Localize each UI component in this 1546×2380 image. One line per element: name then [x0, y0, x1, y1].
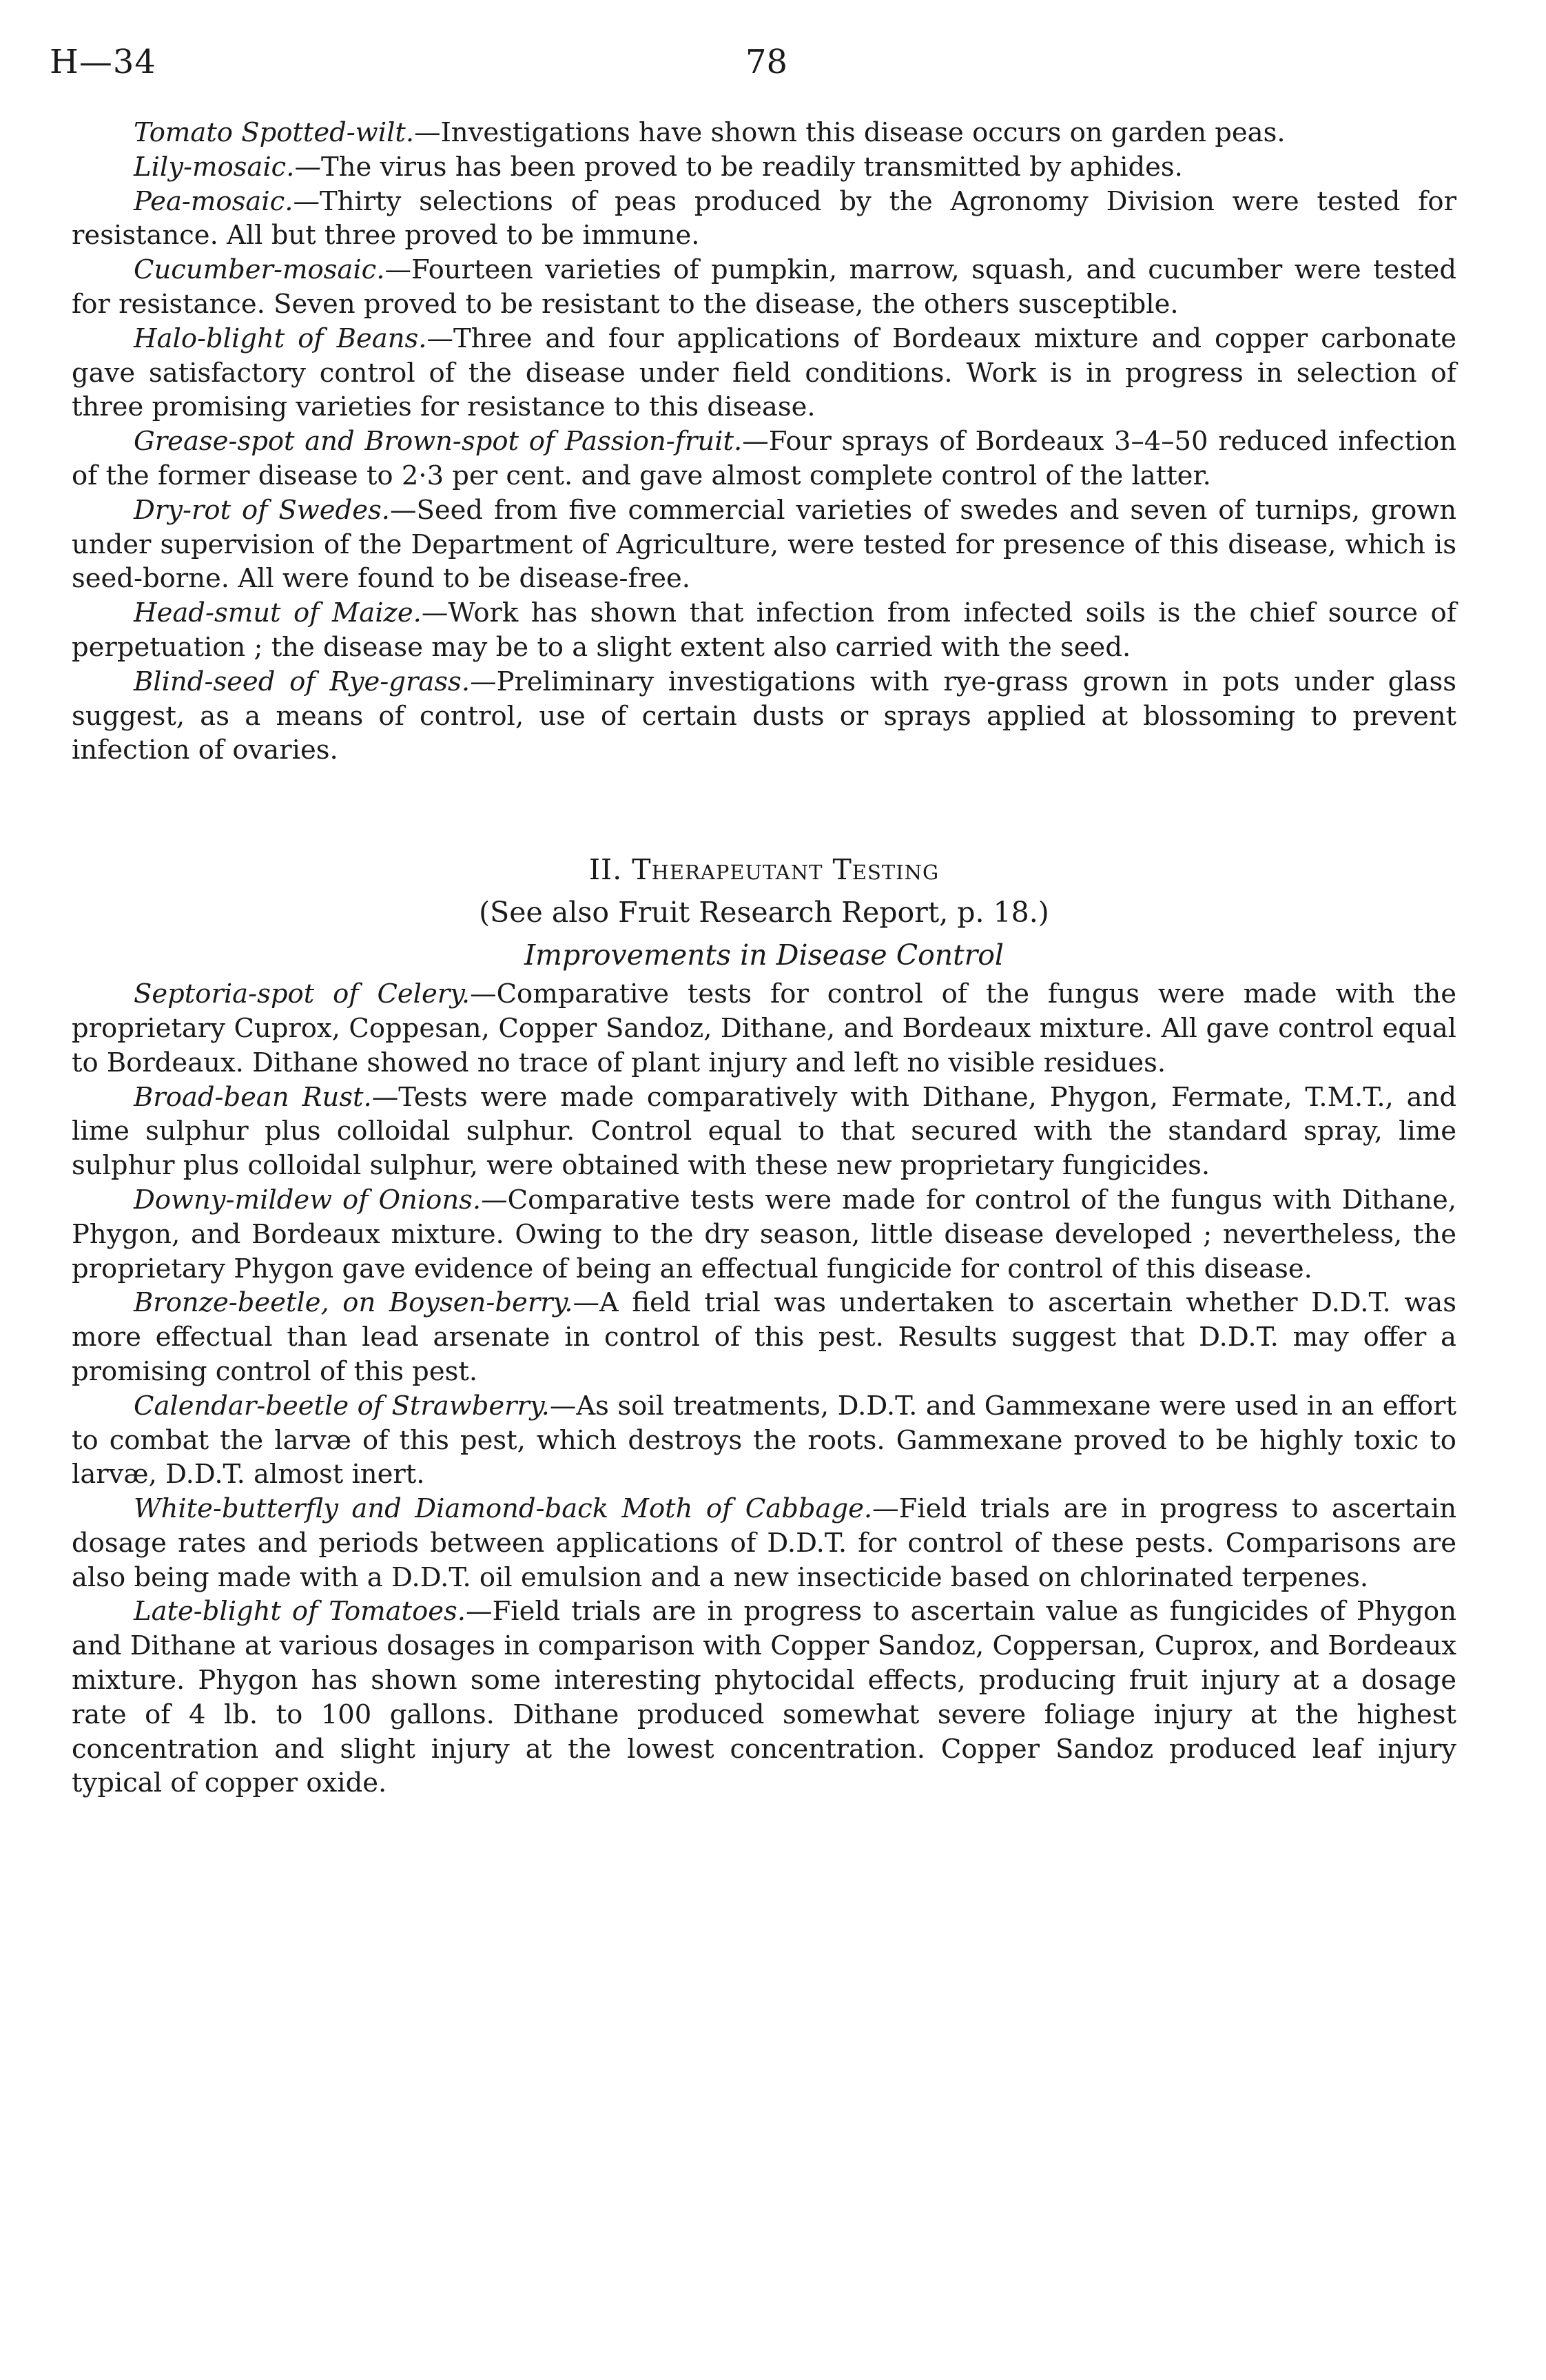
paragraph-text: —A field trial was undertaken to ascertain whether D.D.T. was more effectual than lead arsenate in control of this pest. Results suggest that D.D.T. may offer a promising control of this pest.: [72, 1287, 1456, 1387]
paragraph-late-blight: [72, 1594, 1456, 1801]
paragraph-text: —Field trials are in progress to ascertain value as fungicides of Phygon and Dithane at various dosages in comparison with Copper Sandoz, Coppersan, Cuprox, and Bordeaux mixture. Phygon has shown some interesting phytocidal effects, producing fruit injury at a dosage rate of 4 lb. to 100 gallons. Dithane produced somewhat severe foliage injury at the highest concentration and slight injury at the lowest concentration. Copper Sandoz produced leaf injury typical of copper oxide.: [72, 1596, 1456, 1799]
paragraph-text: —Seed from five commercial varieties of swedes and seven of turnips, grown under supervision of the Department of Agriculture, were tested for presence of this disease, which is seed-borne. All were found to be disease-free.: [72, 494, 1457, 595]
paragraph-head-smut: [72, 596, 1456, 665]
paragraph-topic: Downy-mildew of Onions.: [134, 1184, 482, 1215]
paragraph-topic: White-butterfly and Diamond-back Moth of Cabbage.: [134, 1493, 873, 1525]
paragraph-broad-bean-rust: [72, 1080, 1456, 1183]
paragraph-tomato-spotted-wilt: [72, 116, 1456, 150]
paragraph-topic: Septoria-spot of Celery.: [134, 978, 471, 1010]
paragraph-blind-seed: [72, 665, 1456, 768]
paragraph-grease-spot: [72, 424, 1456, 493]
paragraph-topic: Blind-seed of Rye-grass.: [134, 666, 471, 697]
paragraph-cucumber-mosaic: [72, 253, 1456, 322]
paragraph-topic: Late-blight of Tomatoes.: [134, 1596, 466, 1628]
paragraph-topic: Cucumber-mosaic.: [134, 254, 385, 286]
paragraph-dry-rot: [72, 493, 1456, 596]
paragraph-topic: Calendar-beetle of Strawberry.: [134, 1390, 550, 1422]
page-header: [50, 43, 1496, 91]
paragraph-text: —Investigations have shown this disease occurs on garden peas.: [414, 117, 1286, 148]
paragraph-septoria-spot: [72, 977, 1456, 1080]
paragraph-text: —As soil treatments, D.D.T. and Gammexane were used in an effort to combat the larvæ of this pest, which destroys the roots. Gammexane proved to be highly toxic to larvæ, D.D.T. almost inert.: [72, 1390, 1456, 1490]
section-subtitle: (See also Fruit Research Report, p. 18.): [479, 896, 1049, 930]
paragraph-downy-mildew: [72, 1183, 1456, 1286]
paragraph-text: —Fourteen varieties of pumpkin, marrow, squash, and cucumber were tested for resistance. Seven proved to be resistant to the disease, the others susceptible.: [72, 254, 1456, 320]
page-number: 78: [745, 43, 788, 81]
paragraph-lily-mosaic: [72, 150, 1456, 185]
paragraph-topic: Grease-spot and Brown-spot of Passion-fruit.: [134, 426, 743, 458]
paragraph-topic: Pea-mosaic.: [134, 185, 293, 217]
paragraph-topic: Tomato Spotted-wilt.: [134, 117, 415, 148]
paragraph-text: —Four sprays of Bordeaux 3–4–50 reduced infection of the former disease to 2·3 per cent. and gave almost complete control of the latter.: [72, 426, 1456, 491]
paragraph-topic: Lily-mosaic.: [134, 151, 295, 183]
paragraph-text: —Preliminary investigations with rye-grass grown in pots under glass suggest, as a means of control, use of certain dusts or sprays applied at blossoming to prevent infection of ovaries.: [72, 666, 1457, 766]
paragraph-text: —Tests were made comparatively with Dithane, Phygon, Fermate, T.M.T., and lime sulphur plus colloidal sulphur. Control equal to that secured with the standard spray, lime sulphur plus colloidal sulphur, were obtained with these new proprietary fungicides.: [72, 1081, 1456, 1182]
document-code: H—34: [50, 43, 156, 81]
paragraph-text: —Three and four applications of Bordeaux mixture and copper carbonate gave satisfactory control of the disease under field conditions. Work is in progress in selection of three promising varieties for resistance to this disease.: [72, 322, 1456, 423]
paragraph-calendar-beetle: [72, 1389, 1456, 1492]
paragraph-text: —Thirty selections of peas produced by the Agronomy Division were tested for resistance. All but three proved to be immune.: [72, 185, 1456, 252]
paragraph-topic: Broad-bean Rust.: [134, 1081, 372, 1113]
body-text: [72, 116, 1456, 1801]
paragraph-halo-blight: [72, 322, 1456, 424]
section-title: II. Therapeutant Testing: [588, 853, 940, 887]
paragraph-topic: Bronze-beetle, on Boysen-berry.: [134, 1287, 573, 1319]
paragraph-topic: Dry-rot of Swedes.: [134, 494, 390, 526]
paragraph-text: —Field trials are in progress to ascertain dosage rates and periods between applications of D.D.T. for control of these pests. Comparisons are also being made with a D.D.T. oil emulsion and a new insecticide based on chlorinated terpenes.: [72, 1493, 1456, 1593]
paragraph-topic: Head-smut of Maize.: [134, 597, 422, 629]
paragraph-bronze-beetle: [72, 1286, 1456, 1388]
paragraph-text: —Work has shown that infection from infected soils is the chief source of perpetuation ; the disease may be to a slight extent also carried with the seed.: [72, 597, 1456, 663]
section-italic-heading: Improvements in Disease Control: [524, 938, 1004, 972]
paragraph-text: —Comparative tests for control of the fungus were made with the proprietary Cuprox, Coppesan, Copper Sandoz, Dithane, and Bordeaux mixture. All gave control equal to Bordeaux. Dithane showed no trace of plant injury and left no visible residues.: [72, 978, 1456, 1078]
paragraph-pea-mosaic: [72, 185, 1456, 254]
paragraph-text: —Comparative tests were made for control of the fungus with Dithane, Phygon, and Bordeaux mixture. Owing to the dry season, little disease developed ; nevertheless, the proprietary Phygon gave evidence of being an effectual fungicide for control of this disease.: [72, 1184, 1456, 1284]
paragraph-white-butterfly: [72, 1492, 1456, 1594]
paragraph-text: —The virus has been proved to be readily transmitted by aphides.: [294, 151, 1183, 183]
paragraph-topic: Halo-blight of Beans.: [134, 322, 427, 354]
